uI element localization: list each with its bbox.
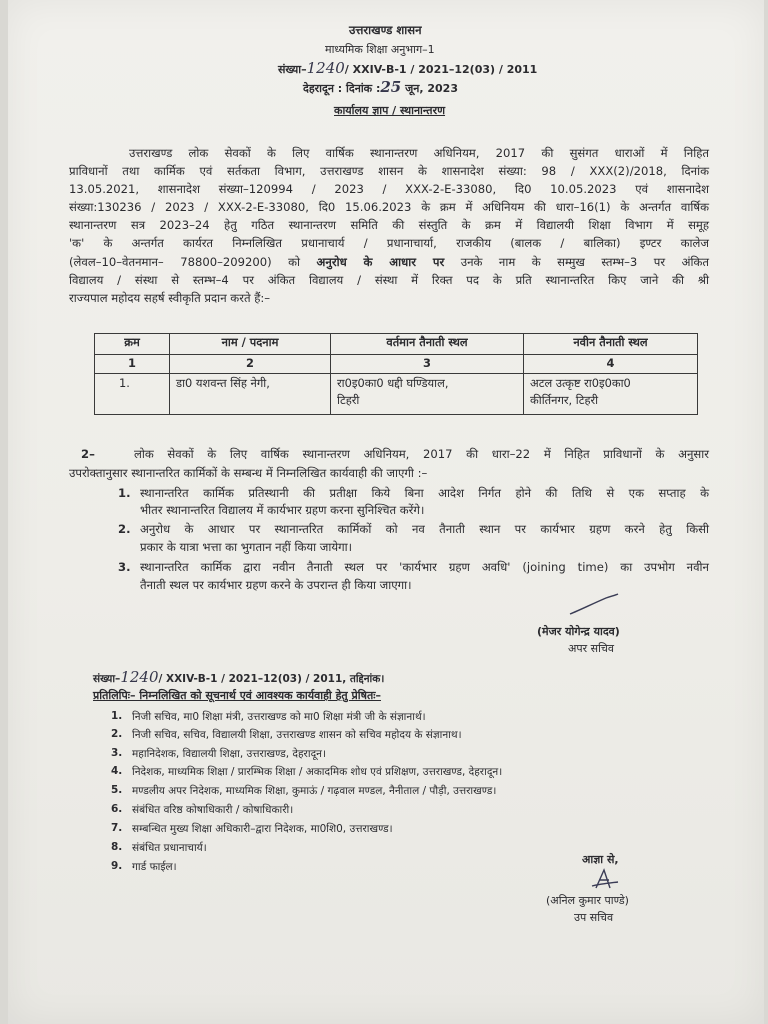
recipient-number: 5.: [111, 784, 123, 796]
current-posting-line2: टिहरी: [337, 393, 360, 407]
action-item-line: भीतर स्थानान्तरित विद्यालय में कार्यभार ग्रहण करना सुनिश्चित करेंगे।: [140, 503, 425, 517]
column-number: 2: [170, 355, 331, 374]
recipient-item: निजी सचिव, मा0 शिक्षा मंत्री, उत्तराखण्ड को मा0 शिक्षा मंत्री जी के संज्ञानार्थ।: [132, 711, 426, 723]
action-item-line: स्थानान्तरित कार्मिक द्वारा नवीन तैनाती स्थल पर 'कार्यभार ग्रहण अवधि' (joining time) का उपभोग नवीन: [140, 560, 709, 574]
column-number: 1: [95, 355, 170, 374]
row-new-posting: [524, 374, 698, 415]
recipient-number: 7.: [111, 822, 123, 834]
column-number: 4: [524, 355, 698, 374]
table-header-row: [95, 334, 698, 355]
action-item-number: 1.: [118, 486, 131, 500]
by-order-text: आज्ञा से,: [582, 853, 619, 866]
para-line: उत्तराखण्ड लोक सेवकों के लिए वार्षिक स्थानान्तरण अधिनियम, 2017 की सुसंगत धाराओं में निहित: [129, 146, 709, 160]
para-line: 'क' के अन्तर्गत कार्यरत निम्नलिखित प्रधानाचार्य / प्रधानाचार्या, राजकीय (बालक / बालिका) इण्टर कालेज: [69, 236, 709, 251]
row-serial: 1.: [95, 374, 170, 415]
recipient-number: 8.: [111, 841, 123, 853]
para-line: विद्यालय / संस्था से स्तम्भ–4 पर अंकित विद्यालय / संस्था में रिक्त पद के प्रति स्थानान्तरित किए जाने की श्री: [69, 272, 709, 287]
para-line: स्थानान्तरण सत्र 2023–24 हेतु गठित स्थानान्तरण समिति की संस्तुति के क्रम में विद्यालयी शिक्षा विभाग में समूह: [69, 218, 709, 233]
signatory1-name: (मेजर योगेन्द्र यादव): [537, 625, 620, 638]
recipient-item: निजी सचिव, सचिव, विद्यालयी शिक्षा, उत्तराखण्ड शासन को सचिव महोदय के संज्ञानाथ।: [132, 729, 462, 741]
header-new-posting: नवीन तैनाती स्थल: [524, 334, 698, 355]
para2-line2: उपरोक्तानुसार स्थानान्तरित कार्मिकों के सम्बन्ध में निम्नलिखित कार्यवाही की जाएगी :–: [69, 466, 428, 480]
para-line-with-emphasis: [69, 253, 709, 271]
recipient-number: 1.: [111, 710, 123, 722]
signature-mark: [566, 592, 622, 618]
para-line: संख्या:130236 / 2023 / XXX-2-E-33080, दि0 15.06.2023 के क्रम में अधिनियम की धारा–16(1) के अन्तर्गत वार्षिक: [69, 200, 709, 215]
recipient-item: महानिदेशक, विद्यालयी शिक्षा, उत्तराखण्ड, देहरादून।: [132, 748, 326, 760]
recipient-number: 3.: [111, 747, 123, 759]
copy-reference: [93, 668, 384, 686]
recipient-item: निदेशक, माध्यमिक शिक्षा / प्रारम्भिक शिक्षा / अकादमिक शोध एवं प्रशिक्षण, उत्तराखण्ड, देहरादून।: [132, 766, 503, 778]
reference-prefix: संख्या–: [278, 63, 307, 76]
para-line: प्राविधानों तथा कार्मिक एवं सर्तकता विभाग, उत्तराखण्ड शासन के शासनादेश संख्या: 98 / XXX(2)/2018, दिनांक: [69, 164, 709, 179]
recipient-number: 2.: [111, 728, 123, 740]
action-item-number: 2.: [118, 522, 131, 536]
copy-heading: प्रतिलिपिः– निम्नलिखित को सूचनार्थ एवं आवश्यक कार्यवाही हेतु प्रेषितः–: [93, 689, 381, 702]
handwritten-date: 25: [380, 78, 402, 96]
current-posting-line1: रा0इ0का0 धद्दी घण्डियाल,: [337, 376, 449, 390]
para-line: राज्यपाल महोदय सहर्ष स्वीकृति प्रदान करते हैं:–: [69, 290, 271, 305]
copy-ref-prefix: संख्या–: [93, 673, 121, 685]
para-line-tail: उनके नाम के सम्मुख स्तम्भ–3 पर अंकित: [444, 254, 709, 269]
government-name: उत्तराखण्ड शासन: [349, 23, 422, 37]
row-current-posting: [331, 374, 524, 415]
recipient-item: सम्बन्धित मुख्य शिक्षा अधिकारी–द्वारा निदेशक, मा0शि0, उत्तराखण्ड।: [132, 823, 393, 835]
recipient-number: 9.: [111, 860, 123, 872]
signatory1-designation: अपर सचिव: [568, 642, 615, 655]
signatory2-name: (अनिल कुमार पाण्डे): [546, 894, 629, 907]
date-suffix: जून, 2023: [405, 82, 458, 95]
copy-handwritten-number: 1240: [120, 668, 159, 686]
place-date-prefix: देहरादून : दिनांक :: [303, 82, 381, 95]
section-name: माध्यमिक शिक्षा अनुभाग–1: [325, 43, 435, 56]
handwritten-ref-number: 1240: [306, 59, 345, 77]
para-line: 13.05.2021, शासनादेश संख्या–120994 / 2023 / XXX-2-E-33080, दि0 10.05.2023 एवं शासनादेश: [69, 182, 709, 197]
para2-line1: लोक सेवकों के लिए वार्षिक स्थानान्तरण अधिनियम, 2017 की धारा–22 में निहित प्राविधानों के अनुसार: [134, 447, 709, 461]
action-item-line: तैनाती स्थल पर कार्यभार ग्रहण करने के उपरान्त ही किया जाएगा।: [140, 578, 412, 592]
action-item-line: प्रकार के यात्रा भत्ता का भुगतान नहीं किया जायेगा।: [140, 540, 353, 554]
document-page: [8, 0, 764, 1024]
recipient-item: मण्डलीय अपर निदेशक, माध्यमिक शिक्षा, कुमाऊं / गढ़वाल मण्डल, नैनीताल / पौड़ी, उत्तराखण्ड।: [132, 785, 497, 797]
reference-suffix: / XXIV-B-1 / 2021–12(03) / 2011: [344, 63, 538, 76]
initial-signature-mark: [588, 866, 622, 892]
signatory2-designation: उप सचिव: [574, 911, 614, 924]
recipient-number: 6.: [111, 803, 123, 815]
action-item-line: अनुरोध के आधार पर स्थानान्तरित कार्मिकों को नव तैनाती स्थान पर कार्यभार ग्रहण करने हेतु किसी: [140, 522, 709, 536]
table-row: [95, 374, 698, 415]
request-basis-phrase: अनुरोध के आधार पर: [316, 254, 445, 269]
action-item-number: 3.: [118, 560, 131, 574]
header-name: नाम / पदनाम: [170, 334, 331, 355]
recipient-item: संबंधित वरिष्ठ कोषाधिकारी / कोषाधिकारी।: [132, 804, 294, 816]
column-number: 3: [331, 355, 524, 374]
reference-number: [278, 59, 537, 77]
new-posting-line1: अटल उत्कृष्ट रा0इ0का0: [530, 376, 631, 390]
recipient-item: गार्ड फाईल।: [132, 861, 177, 873]
para-line-head: (लेवल–10–वेतनमान– 78800–209200) को: [69, 254, 317, 269]
header-serial: क्रम: [95, 334, 170, 355]
recipient-number: 4.: [111, 765, 123, 777]
copy-ref-suffix: / XXIV-B-1 / 2021–12(03) / 2011, तद्दिनांक।: [158, 673, 385, 685]
transfer-table: [94, 333, 698, 415]
action-item-line: स्थानान्तरित कार्मिक प्रतिस्थानी की प्रतीक्षा किये बिना आदेश निर्गत होने की तिथि से एक सप्ताह के: [140, 486, 709, 500]
recipient-item: संबंधित प्रधानाचार्य।: [132, 842, 207, 854]
new-posting-line2: कीर्तिनगर, टिहरी: [530, 393, 599, 407]
header-current-posting: वर्तमान तैनाती स्थल: [331, 334, 524, 355]
table-column-numbers: [95, 355, 698, 374]
para2-number: 2–: [81, 447, 95, 461]
subject-title: कार्यालय ज्ञाप / स्थानान्तरण: [334, 104, 446, 117]
row-name: डा0 यशवन्त सिंह नेगी,: [170, 374, 331, 415]
place-date: [303, 78, 458, 96]
order-paragraph: [69, 144, 709, 307]
